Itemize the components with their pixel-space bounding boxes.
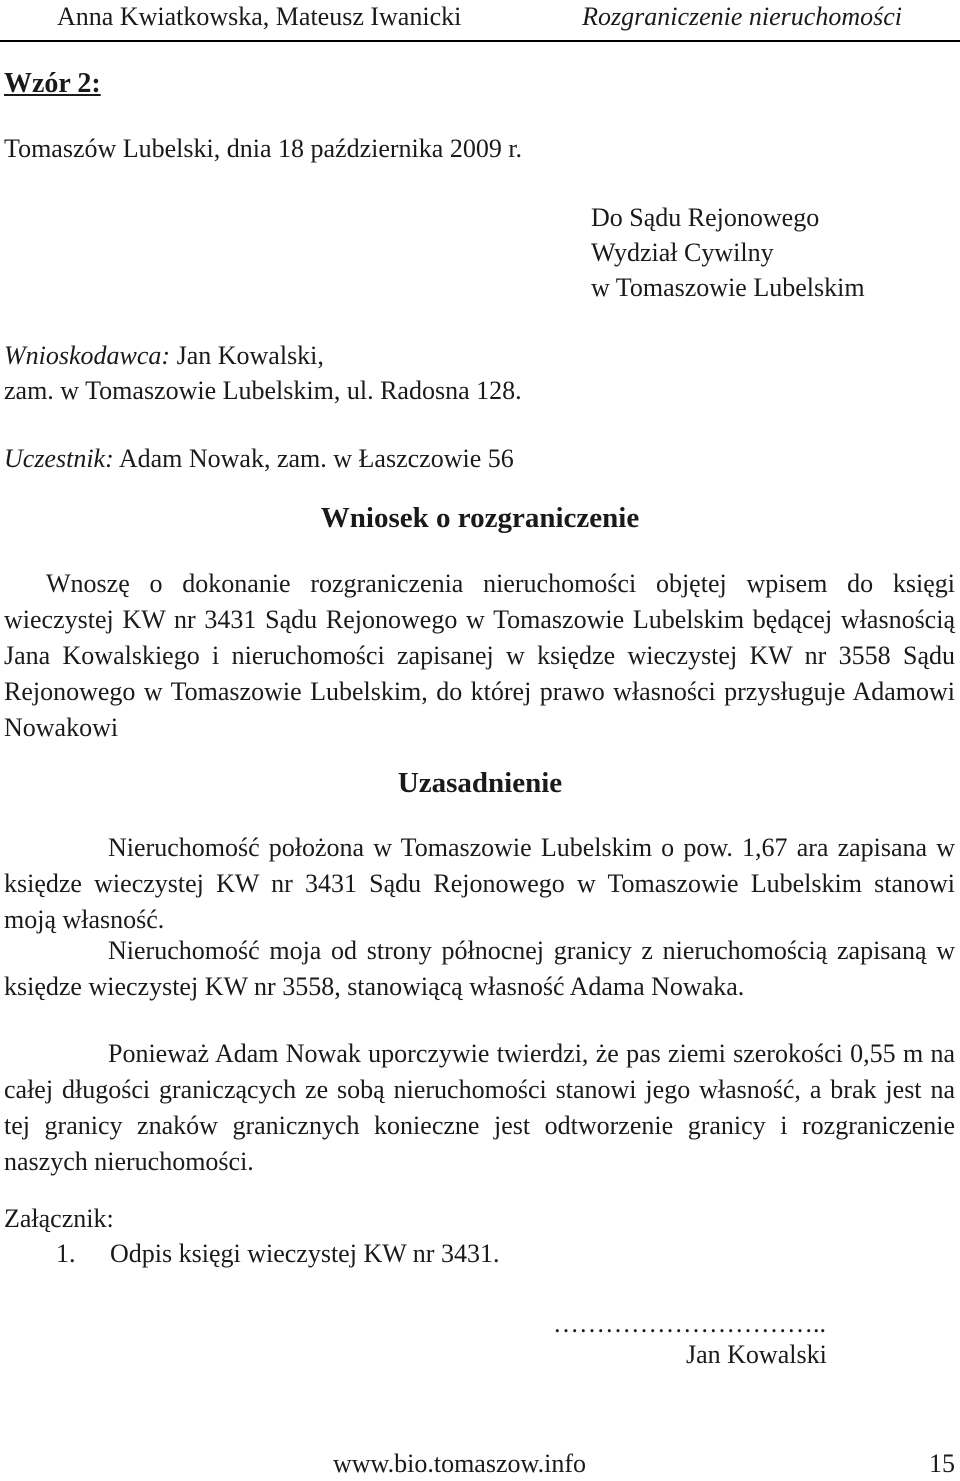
header-authors: Anna Kwiatkowska, Mateusz Iwanicki (57, 2, 462, 31)
attachment-item (56, 1236, 499, 1271)
court-line-2: Wydział Cywilny (591, 238, 774, 267)
signature-line: ………………………….. (553, 1309, 826, 1338)
participant-details: Adam Nowak, zam. w Łaszczowie 56 (113, 444, 514, 473)
participant-block (4, 441, 514, 476)
page-header (0, 0, 960, 42)
applicant-name: Jan Kowalski, (170, 341, 324, 370)
attachment-number: 1. (56, 1239, 76, 1268)
court-line-3: w Tomaszowie Lubelskim (591, 273, 865, 302)
signature-name: Jan Kowalski (686, 1340, 827, 1369)
place-date: Tomaszów Lubelski, dnia 18 października 2009 r. (4, 134, 523, 163)
court-addressee (591, 200, 865, 305)
court-line-1: Do Sądu Rejonowego (591, 203, 820, 232)
justification-paragraph-1: Nieruchomość położona w Tomaszowie Lubelskim o pow. 1,67 ara zapisana w księdze wieczystej KW nr 3431 Sądu Rejonowego w Tomaszowie Lubelskim stanowi moją własność. (4, 833, 955, 934)
participant-label: Uczestnik: (4, 444, 114, 473)
page-number: 15 (929, 1449, 955, 1478)
template-label: Wzór 2: (4, 68, 101, 99)
justification-title: Uzasadnienie (397, 767, 563, 799)
applicant-label: Wnioskodawca: (4, 341, 171, 370)
request-paragraph: Wnoszę o dokonanie rozgraniczenia nieruchomości objętej wpisem do księgi wieczystej KW nr 3431 Sądu Rejonowego w Tomaszowie Lubelskim będącej własnością Jana Kowalskiego i nieruchomości zapisanej w księdze wieczystej KW nr 3558 Sądu Rejonowego w Tomaszowie Lubelskim, do której prawo własności przysługuje Adamowi Nowakowi (4, 569, 955, 742)
footer-url: www.bio.tomaszow.info (333, 1449, 586, 1478)
attachments-label: Załącznik: (4, 1204, 114, 1233)
applicant-block (4, 338, 522, 408)
attachment-text: Odpis księgi wieczystej KW nr 3431. (110, 1239, 500, 1268)
document-title: Wniosek o rozgraniczenie (320, 502, 640, 534)
applicant-address: zam. w Tomaszowie Lubelskim, ul. Radosna 128. (4, 376, 522, 405)
header-title: Rozgraniczenie nieruchomości (582, 2, 902, 31)
justification-paragraph-3: Ponieważ Adam Nowak uporczywie twierdzi, że pas ziemi szerokości 0,55 m na całej długości graniczących ze sobą nieruchomości stanowi jego własność, a brak jest na tej granicy znaków granicznych konieczne jest odtworzenie granicy i rozgraniczenie naszych nieruchomości. (4, 1039, 955, 1176)
justification-paragraph-2: Nieruchomość moja od strony północnej granicy z nieruchomością zapisaną w księdze wieczystej KW nr 3558, stanowiącą własność Adama Nowaka. (4, 936, 955, 1001)
